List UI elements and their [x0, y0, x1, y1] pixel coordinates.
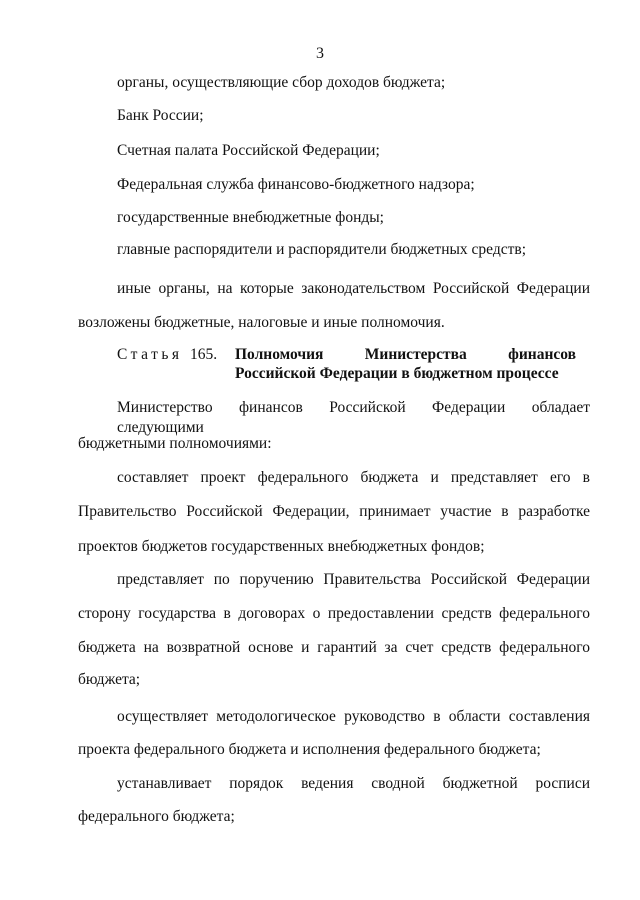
paragraph-line: бюджета;: [78, 671, 141, 688]
list-item: главные распорядители и распорядители бюджетных средств;: [117, 241, 527, 258]
list-item: органы, осуществляющие сбор доходов бюджета;: [117, 74, 446, 91]
paragraph-line: федерального бюджета;: [78, 808, 235, 825]
paragraph-line: Правительство Российской Федерации, принимает участие в разработке: [78, 503, 590, 520]
list-item: Банк России;: [117, 107, 204, 124]
paragraph-line: осуществляет методологическое руководство в области составления: [117, 708, 590, 725]
paragraph-line: составляет проект федерального бюджета и представляет его в: [117, 469, 590, 486]
article-label-word: Статья: [117, 346, 183, 363]
list-item: Счетная палата Российской Федерации;: [117, 142, 380, 159]
paragraph-line: проектов бюджетов государственных внебюджетных фондов;: [78, 538, 485, 555]
paragraph-line: сторону государства в договорах о предоставлении средств федерального: [78, 605, 590, 622]
paragraph-line: Министерство финансов Российской Федерации обладает следующими: [117, 399, 590, 436]
article-label: [117, 345, 217, 365]
page-number: 3: [316, 45, 324, 62]
list-item: государственные внебюджетные фонды;: [117, 209, 384, 226]
article-title-line: Полномочия Министерства финансов: [235, 346, 576, 363]
paragraph-line: представляет по поручению Правительства Российской Федерации: [117, 571, 590, 588]
article-label-number: 165.: [189, 346, 218, 363]
paragraph-line: бюджетными полномочиями:: [78, 435, 272, 452]
list-item: Федеральная служба финансово-бюджетного надзора;: [117, 176, 475, 193]
article-title-line: Российской Федерации в бюджетном процессе: [235, 365, 559, 382]
list-item-line: возложены бюджетные, налоговые и иные полномочия.: [78, 314, 445, 331]
paragraph-line: бюджета на возвратной основе и гарантий за счет средств федерального: [78, 639, 590, 656]
paragraph-line: проекта федерального бюджета и исполнения федерального бюджета;: [78, 741, 541, 758]
paragraph-line: устанавливает порядок ведения сводной бюджетной росписи: [117, 775, 590, 792]
list-item-line: иные органы, на которые законодательством Российской Федерации: [117, 280, 590, 297]
